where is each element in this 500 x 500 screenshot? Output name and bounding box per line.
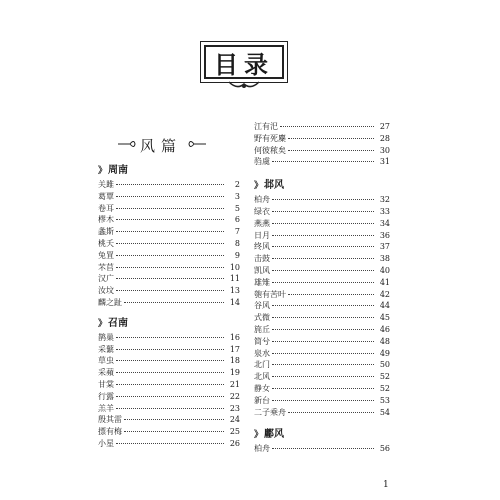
group-label: 鄘风 [264,429,285,441]
toc-entry-page: 46 [379,324,390,334]
toc-entry[interactable] [98,179,240,191]
toc-entry-title: 简兮 [254,336,270,346]
toc-entry-title: 北风 [254,372,270,382]
toc-entry-page: 3 [234,191,240,201]
toc-entry-title: 柏舟 [254,444,270,454]
toc-entry-title: 静女 [254,383,270,393]
toc-group-list [98,332,240,450]
toc-entry-page: 40 [379,265,390,275]
dot-leader [116,443,224,444]
toc-entry-title: 樛木 [98,215,114,225]
toc-entry-page: 13 [229,286,240,296]
toc-entry[interactable] [254,383,390,395]
toc-entry-title: 日月 [254,230,270,240]
dot-leader [288,138,374,139]
toc-entry-page: 45 [379,313,390,323]
toc-entry-title: 殷其雷 [98,415,122,425]
toc-entry-title: 汝坟 [98,286,114,296]
toc-left-column [98,163,240,450]
toc-entry-page: 5 [234,203,240,213]
toc-entry-title: 江有汜 [254,122,278,131]
toc-entry-page: 18 [229,356,240,366]
toc-entry-title: 终风 [254,242,270,252]
toc-entry-title: 桃夭 [98,238,114,248]
dot-leader [116,196,224,197]
toc-entry[interactable] [254,206,390,218]
dot-leader [272,270,374,271]
toc-entry-page: 23 [229,403,240,413]
toc-entry[interactable] [98,367,240,379]
group-label: 邶风 [264,180,285,192]
dot-leader [272,161,374,162]
toc-entry[interactable] [98,297,240,309]
toc-entry-page: 11 [229,274,240,284]
toc-entry-title: 二子乘舟 [254,407,286,417]
toc-group-list [254,121,390,168]
dot-leader [288,294,374,295]
toc-entry[interactable] [254,241,390,253]
toc-entry[interactable] [254,324,390,336]
toc-entry[interactable] [98,379,240,391]
toc-entry-page: 33 [379,206,390,216]
toc-entry[interactable] [254,230,390,242]
toc-entry[interactable] [254,265,390,277]
toc-entry-title: 行露 [98,391,114,401]
dot-leader [116,255,224,256]
toc-entry-page: 8 [234,238,240,248]
dot-leader [272,448,374,449]
toc-entry-page: 21 [229,379,240,389]
page-number: 1 [383,480,389,490]
dot-leader [116,184,224,185]
toc-entry-page: 41 [379,277,390,287]
toc-entry[interactable] [98,250,240,262]
toc-entry[interactable] [254,395,390,407]
dot-leader [116,208,224,209]
toc-entry-page: 22 [229,391,240,401]
title-ornament [227,80,261,92]
toc-entry[interactable] [254,371,390,383]
chevron-right-icon: 》 [98,318,108,329]
toc-entry-page: 28 [379,133,390,143]
dot-leader [272,199,374,200]
toc-entry-title: 草虫 [98,356,114,366]
dot-leader [116,372,224,373]
toc-entry-page: 6 [234,215,240,225]
dot-leader [280,126,374,127]
toc-entry-title: 柏舟 [254,195,270,205]
toc-entry[interactable] [254,289,390,301]
toc-entry[interactable] [98,355,240,367]
dot-leader [272,282,374,283]
toc-entry-title: 甘棠 [98,379,114,389]
dot-leader [116,290,224,291]
dot-leader [124,419,224,420]
toc-entry-page: 7 [234,227,240,237]
toc-entry[interactable] [254,218,390,230]
toc-entry-page: 50 [379,360,390,370]
dot-leader [116,360,224,361]
toc-entry[interactable] [98,285,240,297]
toc-entry-title: 式微 [254,313,270,323]
dot-leader [272,364,374,365]
toc-entry[interactable] [254,348,390,360]
toc-entry[interactable] [254,277,390,289]
toc-entry-page: 36 [379,230,390,240]
dot-leader [124,431,224,432]
dot-leader [116,349,224,350]
toc-entry[interactable] [98,191,240,203]
toc-entry-title: 北门 [254,360,270,370]
toc-entry-page: 34 [379,218,390,228]
dot-leader [272,211,374,212]
toc-entry-page: 31 [379,157,390,167]
toc-entry[interactable] [98,238,240,250]
section-ornament-right [188,139,206,149]
toc-entry[interactable] [254,121,390,133]
toc-entry-title: 兔罝 [98,250,114,260]
toc-entry-page: 19 [229,368,240,378]
toc-entry[interactable] [254,443,390,455]
dot-leader [272,317,374,318]
toc-entry[interactable] [98,438,240,450]
toc-entry-page: 56 [379,444,390,454]
toc-entry-page: 2 [234,180,240,189]
toc-entry[interactable] [98,273,240,285]
dot-leader [116,337,224,338]
dot-leader [116,384,224,385]
toc-entry-title: 小星 [98,438,114,448]
toc-group-heading [254,178,390,194]
toc-entry-page: 53 [379,395,390,405]
toc-entry-title: 匏有苦叶 [254,289,286,299]
toc-entry-title: 羔羊 [98,403,114,413]
toc-entry-title: 芣苢 [98,262,114,272]
toc-entry-page: 54 [379,407,390,417]
toc-entry-title: 凯风 [254,265,270,275]
dot-leader [116,231,224,232]
toc-entry[interactable] [98,344,240,356]
dot-leader [288,412,374,413]
dot-leader [288,150,374,151]
toc-entry[interactable] [98,203,240,215]
toc-entry-page: 37 [379,242,390,252]
toc-entry[interactable] [254,156,390,168]
section-title: 风篇 [140,137,183,155]
dot-leader [272,305,374,306]
toc-entry-page: 9 [234,250,240,260]
toc-entry-page: 49 [379,348,390,358]
toc-entry[interactable] [98,403,240,415]
toc-entry[interactable] [98,426,240,438]
toc-entry-title: 鹊巢 [98,332,114,342]
toc-entry-page: 52 [379,372,390,382]
toc-entry[interactable] [254,300,390,312]
toc-entry-title: 采蘩 [98,344,114,354]
toc-entry-title: 驺虞 [254,157,270,167]
toc-entry-title: 谷风 [254,301,270,311]
toc-entry-page: 26 [229,438,240,448]
toc-entry[interactable] [254,253,390,265]
toc-entry-title: 采蘋 [98,368,114,378]
dot-leader [272,341,374,342]
toc-entry-page: 32 [379,195,390,205]
group-label: 周南 [108,165,129,176]
toc-group-heading [98,163,240,179]
toc-entry-page: 30 [379,145,390,155]
toc-entry-title: 野有死麇 [254,133,286,143]
toc-entry-title: 关雎 [98,180,114,189]
toc-entry-title: 击鼓 [254,254,270,264]
group-label: 召南 [108,317,129,329]
toc-entry[interactable] [254,312,390,324]
toc-entry-title: 何彼秾矣 [254,145,286,155]
toc-entry[interactable] [254,145,390,157]
toc-entry[interactable] [98,391,240,403]
toc-entry[interactable] [98,414,240,426]
toc-group-list [98,179,240,309]
dot-leader [272,258,374,259]
toc-entry-title: 泉水 [254,348,270,358]
dot-leader [116,267,224,268]
chevron-right-icon: 》 [254,430,264,441]
toc-entry-page: 10 [229,262,240,272]
toc-entry-title: 新台 [254,395,270,405]
toc-entry-title: 汉广 [98,274,114,284]
dot-leader [272,235,374,236]
toc-entry[interactable] [254,407,390,419]
chevron-right-icon: 》 [254,181,264,192]
toc-entry-title: 雄雉 [254,277,270,287]
toc-entry[interactable] [98,226,240,238]
toc-entry[interactable] [98,332,240,344]
toc-entry-title: 麟之趾 [98,297,122,307]
toc-entry-title: 绿衣 [254,206,270,216]
toc-entry-title: 螽斯 [98,227,114,237]
toc-group-list [254,443,390,455]
dot-leader [116,396,224,397]
toc-entry[interactable] [254,359,390,371]
dot-leader [272,376,374,377]
dot-leader [116,278,224,279]
toc-entry-page: 27 [379,122,390,131]
dot-leader [272,353,374,354]
toc-entry[interactable] [98,214,240,226]
dot-leader [272,388,374,389]
toc-entry-page: 44 [379,301,390,311]
dot-leader [116,243,224,244]
toc-entry-page: 42 [379,289,390,299]
toc-group-list [254,194,390,418]
dot-leader [272,223,374,224]
dot-leader [272,246,374,247]
dot-leader [272,400,374,401]
toc-entry-page: 17 [229,344,240,354]
toc-entry-title: 葛覃 [98,191,114,201]
toc-entry-page: 16 [229,332,240,342]
chevron-right-icon: 》 [98,166,108,176]
page-title-box [204,45,284,79]
toc-entry-page: 48 [379,336,390,346]
toc-group-heading [98,316,240,332]
dot-leader [124,302,224,303]
toc-entry[interactable] [254,194,390,206]
toc-entry-page: 14 [229,297,240,307]
toc-entry-title: 摽有梅 [98,427,122,437]
toc-entry-title: 旄丘 [254,324,270,334]
toc-entry[interactable] [254,133,390,145]
dot-leader [116,219,224,220]
dot-leader [116,408,224,409]
toc-entry-page: 25 [229,427,240,437]
page-title: 目录 [214,49,274,79]
toc-entry[interactable] [254,336,390,348]
toc-entry-title: 卷耳 [98,203,114,213]
toc-group-heading [254,427,390,443]
toc-entry-page: 24 [229,415,240,425]
dot-leader [272,329,374,330]
section-ornament-left [118,139,136,149]
toc-entry[interactable] [98,262,240,274]
toc-entry-title: 燕燕 [254,218,270,228]
toc-entry-page: 38 [379,254,390,264]
toc-entry-page: 52 [379,383,390,393]
toc-right-column [254,121,390,455]
